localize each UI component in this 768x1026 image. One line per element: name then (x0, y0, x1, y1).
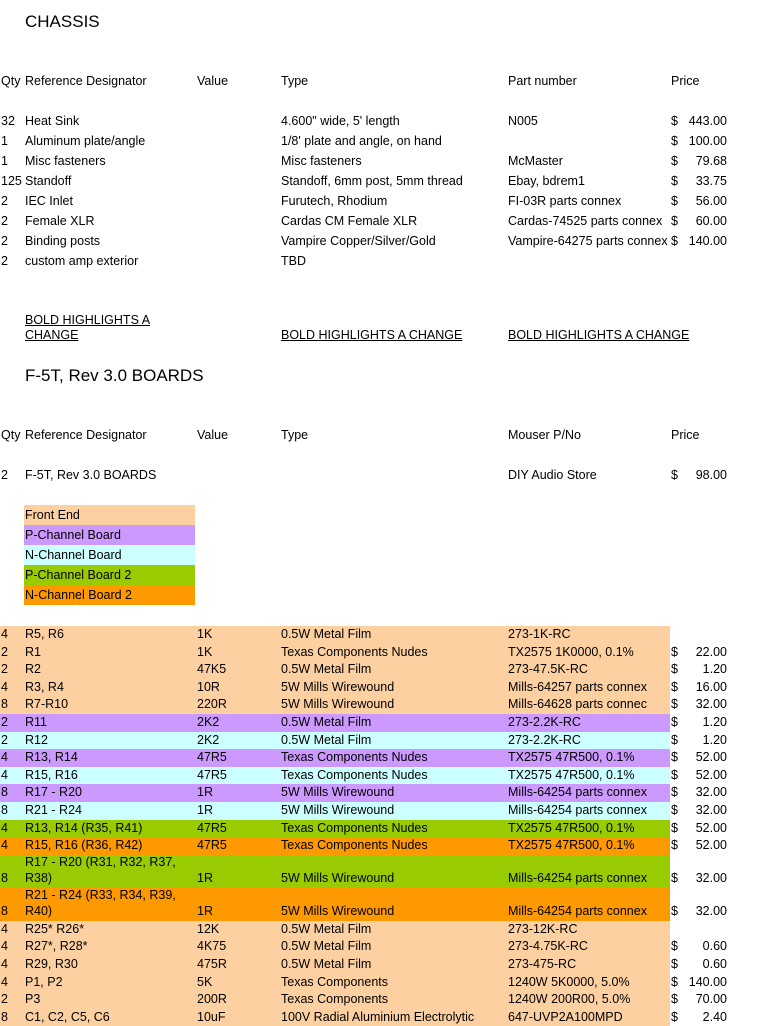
cell-value: 10uF (197, 1009, 226, 1024)
cell-value: 12K (197, 921, 220, 936)
cell-dollar: $ (671, 903, 678, 918)
cell-ref: R27*, R28* (25, 939, 88, 954)
cell-type: Texas Components Nudes (281, 644, 428, 659)
cell-type: 5W Mills Wirewound (281, 697, 395, 712)
cell-dollar: $ (671, 838, 678, 853)
table-row (0, 114, 670, 130)
cell-dollar: $ (671, 662, 678, 677)
cell-amount: 1.20 (702, 715, 727, 729)
cell-type: 5W Mills Wirewound (281, 679, 395, 694)
table-row (0, 626, 670, 644)
cell-value: 475R (197, 957, 227, 971)
cell-qty: 4 (1, 750, 8, 765)
table-row (0, 679, 670, 697)
cell-ref: R3, R4 (25, 679, 64, 694)
cell-qty: 2 (1, 194, 8, 208)
cell-dollar: $ (671, 957, 678, 971)
cell-dollar: $ (671, 1009, 678, 1024)
cell-type: 1/8' plate and angle, on hand (281, 134, 442, 148)
cell-qty: 4 (1, 921, 8, 936)
cell-dollar: $ (671, 679, 678, 694)
table-row (0, 956, 670, 974)
cell-qty: 8 (1, 870, 8, 885)
table-row (0, 254, 670, 270)
cell-qty: 2 (1, 992, 8, 1007)
cell-dollar: $ (671, 820, 678, 835)
cell-type: Cardas CM Female XLR (281, 214, 418, 228)
header-ref: Reference Designator (25, 428, 147, 442)
cell-part: Ebay, bdrem1 (508, 174, 585, 188)
cell-ref: R21 - R24 (R33, R34, R39, (25, 887, 176, 902)
cell-part: 1240W 200R00, 5.0% (508, 992, 631, 1007)
cell-type: Standoff, 6mm post, 5mm thread (281, 174, 463, 188)
cell-amount: 32.00 (695, 870, 727, 885)
cell-part: 647-UVP2A100MPD (508, 1009, 623, 1024)
cell-ref: P3 (25, 992, 41, 1007)
cell-part: 1240W 5K0000, 5.0% (508, 974, 630, 989)
cell-amount: 56.00 (695, 194, 727, 208)
table-row (0, 1009, 670, 1026)
cell-amount: 32.00 (695, 785, 727, 800)
cell-amount: 32.00 (695, 697, 727, 712)
table-row (0, 661, 670, 679)
table-row (0, 888, 670, 921)
cell-qty: 4 (1, 939, 8, 954)
cell-qty: 4 (1, 627, 8, 641)
cell-amount: 60.00 (695, 214, 727, 228)
cell-amount: 100.00 (688, 134, 727, 148)
header-ref: Reference Designator (25, 74, 147, 88)
cell-value: 1R (197, 903, 213, 918)
cell-qty: 1 (1, 154, 8, 168)
cell-dollar: $ (671, 785, 678, 800)
cell-value: 1K (197, 627, 213, 641)
table-row (0, 194, 670, 210)
cell-amount: 2.40 (702, 1009, 727, 1024)
cell-type: Texas Components (281, 974, 389, 989)
table-row (0, 214, 670, 230)
cell-amount: 1.20 (702, 662, 727, 677)
cell-qty: 8 (1, 785, 8, 800)
cell-amount: 0.60 (702, 957, 727, 971)
table-row (0, 714, 670, 732)
cell-type: 4.600" wide, 5' length (281, 114, 400, 128)
cell-ref: IEC Inlet (25, 194, 73, 208)
cell-qty: 2 (1, 234, 8, 248)
cell-part: Vampire-64275 parts connex (508, 234, 668, 248)
cell-type: Texas Components Nudes (281, 838, 428, 853)
cell-part: 273-2.2K-RC (508, 715, 581, 729)
cell-value: 1R (197, 785, 213, 800)
cell-part: TX2575 47R500, 0.1% (508, 820, 635, 835)
table-row (0, 696, 670, 714)
cell-dollar: $ (671, 174, 678, 188)
cell-ref: Standoff (25, 174, 72, 188)
table-row (0, 732, 670, 750)
cell-qty: 125 (1, 174, 22, 188)
table-row (0, 767, 670, 785)
table-row (0, 837, 670, 855)
cell-dollar: $ (671, 992, 678, 1007)
cell-part: TX2575 47R500, 0.1% (508, 767, 635, 782)
cell-ref: custom amp exterior (25, 254, 139, 268)
table-row (0, 921, 670, 939)
cell-ref: F-5T, Rev 3.0 BOARDS (25, 468, 157, 482)
cell-qty: 4 (1, 838, 8, 853)
table-row (0, 938, 670, 956)
cell-dollar: $ (671, 767, 678, 782)
cell-ref: Aluminum plate/angle (25, 134, 146, 148)
header-type: Type (281, 428, 309, 442)
cell-type: 0.5W Metal Film (281, 715, 372, 729)
table-row (0, 820, 670, 838)
header-price: Price (671, 74, 700, 88)
cell-type: 0.5W Metal Film (281, 921, 372, 936)
table-row (0, 644, 670, 662)
cell-ref: R17 - R20 (25, 785, 82, 800)
cell-dollar: $ (671, 234, 678, 248)
table-row (0, 154, 670, 170)
cell-type: 5W Mills Wirewound (281, 785, 395, 800)
cell-type: 0.5W Metal Film (281, 939, 372, 954)
cell-qty: 8 (1, 697, 8, 712)
cell-value: 47R5 (197, 820, 227, 835)
cell-ref-cont: R40) (25, 903, 53, 918)
cell-amount: 16.00 (695, 679, 727, 694)
cell-part: Mills-64254 parts connex (508, 785, 647, 800)
cell-amount: 32.00 (695, 803, 727, 817)
cell-part: 273-475-RC (508, 957, 577, 971)
legend-p-channel: P-Channel Board (24, 525, 195, 545)
cell-type: Texas Components Nudes (281, 750, 428, 765)
cell-value: 1R (197, 803, 213, 817)
cell-qty: 32 (1, 114, 15, 128)
cell-type: Furutech, Rhodium (281, 194, 388, 208)
cell-part: Mills-64254 parts connex (508, 870, 647, 885)
cell-part: Mills-64254 parts connex (508, 903, 647, 918)
cell-dollar: $ (671, 803, 678, 817)
cell-part: TX2575 47R500, 0.1% (508, 750, 635, 765)
legend-n-channel: N-Channel Board (24, 545, 195, 565)
cell-dollar: $ (671, 154, 678, 168)
boards-title: F-5T, Rev 3.0 BOARDS (25, 366, 204, 385)
cell-type: 0.5W Metal Film (281, 662, 372, 677)
legend-p-channel-2: P-Channel Board 2 (24, 565, 195, 585)
cell-qty: 2 (1, 715, 8, 729)
cell-part: 273-4.75K-RC (508, 939, 588, 954)
cell-dollar: $ (671, 697, 678, 712)
cell-dollar: $ (671, 134, 678, 148)
cell-amount: 98.00 (695, 468, 727, 482)
header-part: Part number (508, 74, 577, 88)
cell-type: TBD (281, 254, 306, 268)
table-row (0, 784, 670, 802)
table-row (0, 802, 670, 820)
cell-ref: R11 (25, 715, 48, 729)
cell-qty: 4 (1, 767, 8, 782)
cell-ref: R2 (25, 662, 41, 677)
cell-value: 200R (197, 992, 227, 1007)
cell-amount: 22.00 (695, 644, 727, 659)
cell-dollar: $ (671, 644, 678, 659)
cell-ref: R21 - R24 (25, 803, 82, 817)
note-bold-part: BOLD HIGHLIGHTS A CHANGE (508, 328, 690, 342)
cell-value: 1R (197, 870, 213, 885)
cell-amount: 140.00 (688, 974, 727, 989)
header-value: Value (197, 74, 229, 88)
cell-type: 0.5W Metal Film (281, 627, 372, 641)
cell-part: McMaster (508, 154, 563, 168)
cell-amount: 140.00 (688, 234, 727, 248)
cell-qty: 1 (1, 134, 8, 148)
header-price: Price (671, 428, 700, 442)
cell-type: 5W Mills Wirewound (281, 903, 395, 918)
cell-value: 47K5 (197, 662, 227, 677)
legend-front-end: Front End (24, 505, 195, 525)
cell-value: 47R5 (197, 767, 227, 782)
cell-amount: 33.75 (695, 174, 727, 188)
note-bold-ref: BOLD HIGHLIGHTS A CHANGE (25, 313, 151, 342)
cell-ref: Heat Sink (25, 114, 80, 128)
table-row (0, 749, 670, 767)
cell-qty: 4 (1, 679, 8, 694)
cell-ref: Binding posts (25, 234, 101, 248)
cell-dollar: $ (671, 468, 678, 482)
cell-part: N005 (508, 114, 538, 128)
cell-ref: Female XLR (25, 214, 95, 228)
cell-type: Vampire Copper/Silver/Gold (281, 234, 436, 248)
cell-value: 47R5 (197, 838, 227, 853)
cell-amount: 79.68 (695, 154, 727, 168)
cell-dollar: $ (671, 974, 678, 989)
cell-part: FI-03R parts connex (508, 194, 622, 208)
cell-part: TX2575 1K0000, 0.1% (508, 644, 634, 659)
cell-dollar: $ (671, 870, 678, 885)
cell-qty: 8 (1, 903, 8, 918)
cell-type: Texas Components (281, 992, 389, 1007)
cell-dollar: $ (671, 939, 678, 954)
table-row (0, 974, 670, 992)
cell-amount: 52.00 (695, 838, 727, 853)
cell-qty: 4 (1, 820, 8, 835)
table-row (0, 991, 670, 1009)
cell-ref: R29, R30 (25, 957, 78, 971)
cell-part: Cardas-74525 parts connex (508, 214, 663, 228)
header-value: Value (197, 428, 229, 442)
cell-ref: P1, P2 (25, 974, 63, 989)
cell-part: Mills-64254 parts connex (508, 803, 647, 817)
cell-value: 2K2 (197, 715, 220, 729)
cell-qty: 2 (1, 468, 8, 482)
cell-type: 100V Radial Aluminium Electrolytic (281, 1009, 475, 1024)
cell-ref: R25* R26* (25, 921, 85, 936)
cell-type: 0.5W Metal Film (281, 732, 372, 747)
cell-amount: 32.00 (695, 903, 727, 918)
cell-amount: 52.00 (695, 750, 727, 765)
cell-ref: R5, R6 (25, 627, 64, 641)
cell-value: 4K75 (197, 939, 227, 954)
cell-part: 273-2.2K-RC (508, 732, 581, 747)
cell-value: 220R (197, 697, 227, 712)
cell-qty: 2 (1, 214, 8, 228)
cell-amount: 0.60 (702, 939, 727, 954)
cell-part: 273-1K-RC (508, 627, 571, 641)
cell-dollar: $ (671, 214, 678, 228)
cell-ref: R13, R14 (25, 750, 78, 765)
cell-amount: 1.20 (702, 732, 727, 747)
cell-dollar: $ (671, 732, 678, 747)
chassis-title: CHASSIS (25, 12, 100, 31)
cell-qty: 2 (1, 732, 8, 747)
cell-ref: R17 - R20 (R31, R32, R37, (25, 854, 176, 869)
cell-amount: 52.00 (695, 820, 727, 835)
cell-qty: 2 (1, 254, 8, 268)
cell-part: DIY Audio Store (508, 468, 597, 482)
table-row (0, 134, 670, 150)
header-type: Type (281, 74, 309, 88)
cell-amount: 443.00 (688, 114, 727, 128)
cell-value: 47R5 (197, 750, 227, 765)
cell-value: 10R (197, 679, 220, 694)
cell-type: Misc fasteners (281, 154, 362, 168)
cell-ref-cont: R38) (25, 870, 53, 885)
table-row (0, 174, 670, 190)
note-bold-type: BOLD HIGHLIGHTS A CHANGE (281, 328, 463, 342)
cell-part: Mills-64628 parts connec (508, 697, 647, 712)
cell-ref: R7-R10 (25, 697, 69, 712)
header-qty: Qty (1, 428, 21, 442)
cell-qty: 2 (1, 644, 8, 659)
cell-value: 2K2 (197, 732, 220, 747)
cell-amount: 52.00 (695, 767, 727, 782)
cell-part: 273-12K-RC (508, 921, 578, 936)
header-part: Mouser P/No (508, 428, 581, 442)
cell-type: Texas Components Nudes (281, 820, 428, 835)
cell-amount: 70.00 (695, 992, 727, 1007)
cell-part: TX2575 47R500, 0.1% (508, 838, 635, 853)
cell-qty: 2 (1, 662, 8, 677)
cell-type: Texas Components Nudes (281, 767, 428, 782)
cell-value: 1K (197, 644, 213, 659)
table-row (0, 855, 670, 888)
cell-ref: R15, R16 (25, 767, 78, 782)
cell-ref: R12 (25, 732, 48, 747)
cell-qty: 4 (1, 957, 8, 971)
cell-ref: Misc fasteners (25, 154, 106, 168)
cell-value: 5K (197, 974, 213, 989)
cell-type: 0.5W Metal Film (281, 957, 372, 971)
header-qty: Qty (1, 74, 21, 88)
cell-dollar: $ (671, 750, 678, 765)
cell-ref: R1 (25, 644, 41, 659)
legend-n-channel-2: N-Channel Board 2 (24, 585, 195, 605)
cell-qty: 8 (1, 803, 8, 817)
cell-part: Mills-64257 parts connex (508, 679, 647, 694)
cell-type: 5W Mills Wirewound (281, 870, 395, 885)
cell-qty: 8 (1, 1009, 8, 1024)
cell-ref: R13, R14 (R35, R41) (25, 820, 143, 835)
cell-ref: R15, R16 (R36, R42) (25, 838, 143, 853)
cell-dollar: $ (671, 194, 678, 208)
cell-dollar: $ (671, 715, 678, 729)
cell-qty: 4 (1, 974, 8, 989)
table-row (0, 234, 670, 250)
cell-type: 5W Mills Wirewound (281, 803, 395, 817)
cell-part: 273-47.5K-RC (508, 662, 588, 677)
cell-ref: C1, C2, C5, C6 (25, 1009, 110, 1024)
cell-dollar: $ (671, 114, 678, 128)
